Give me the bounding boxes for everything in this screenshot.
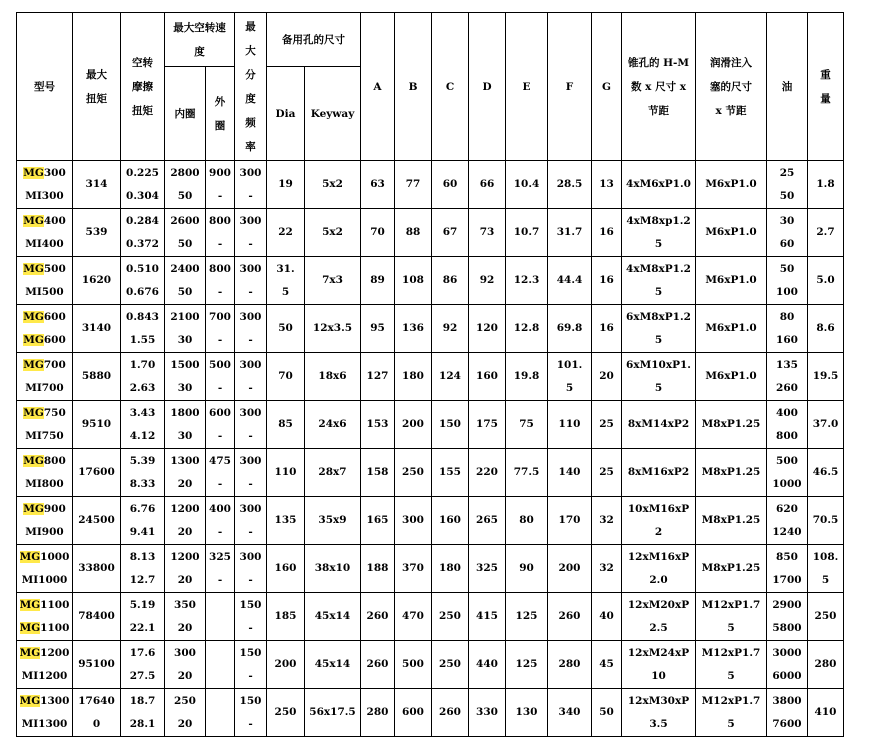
- model-cell: MG1100 MG1100: [17, 593, 73, 641]
- lube-plug-cell: M6xP1.0: [696, 161, 767, 209]
- table-body: [17, 161, 844, 737]
- inner-ring-speed-cell: 250 20: [165, 689, 206, 737]
- model-prefix-highlight: MG: [23, 406, 44, 419]
- A-cell: 260: [361, 593, 395, 641]
- weight-cell: 5.0: [808, 257, 844, 305]
- weight-cell: 1.8: [808, 161, 844, 209]
- table-row: [17, 209, 844, 257]
- max-torque-cell: 78400: [73, 593, 121, 641]
- header-outer-ring: 外 圈: [206, 67, 235, 161]
- G-cell: 16: [592, 209, 622, 257]
- outer-ring-speed-cell: [206, 641, 235, 689]
- idle-torque-cell: 18.7 28.1: [121, 689, 165, 737]
- inner-ring-speed-cell: 1200 20: [165, 545, 206, 593]
- model-cell: MG500 MI500: [17, 257, 73, 305]
- taper-hole-cell: 8xM16xP2: [622, 449, 696, 497]
- model-prefix-highlight: MG: [23, 333, 44, 346]
- G-cell: 32: [592, 545, 622, 593]
- dia-cell: 85: [267, 401, 305, 449]
- taper-hole-cell: 4xM8xP1.2 5: [622, 257, 696, 305]
- idle-torque-cell: 0.843 1.55: [121, 305, 165, 353]
- model-prefix-highlight: MG: [23, 454, 44, 467]
- C-cell: 180: [432, 545, 469, 593]
- header-dia: Dia: [267, 67, 305, 161]
- F-cell: 170: [548, 497, 592, 545]
- dia-cell: 22: [267, 209, 305, 257]
- header-taper-hole: 锥孔的 H-M 数 x 尺寸 x 节距: [622, 13, 696, 161]
- model-prefix-highlight: MG: [19, 646, 41, 659]
- max-torque-cell: 1620: [73, 257, 121, 305]
- D-cell: 175: [469, 401, 506, 449]
- taper-hole-cell: 8xM14xP2: [622, 401, 696, 449]
- B-cell: 180: [395, 353, 432, 401]
- D-cell: 330: [469, 689, 506, 737]
- idle-torque-cell: 6.76 9.41: [121, 497, 165, 545]
- A-cell: 165: [361, 497, 395, 545]
- index-freq-cell: 150 -: [235, 593, 267, 641]
- outer-ring-speed-cell: 400 -: [206, 497, 235, 545]
- model-cell: MG750 MI750: [17, 401, 73, 449]
- G-cell: 45: [592, 641, 622, 689]
- keyway-cell: 12x3.5: [305, 305, 361, 353]
- C-cell: 260: [432, 689, 469, 737]
- inner-ring-speed-cell: 2100 30: [165, 305, 206, 353]
- E-cell: 125: [506, 593, 548, 641]
- max-torque-cell: 3140: [73, 305, 121, 353]
- header-C: C: [432, 13, 469, 161]
- A-cell: 70: [361, 209, 395, 257]
- inner-ring-speed-cell: 1300 20: [165, 449, 206, 497]
- dia-cell: 250: [267, 689, 305, 737]
- model-prefix-highlight: MG: [23, 310, 44, 323]
- header-idle-torque: 空转 摩擦 扭矩: [121, 13, 165, 161]
- weight-cell: 108. 5: [808, 545, 844, 593]
- table-row: [17, 449, 844, 497]
- table-row: [17, 257, 844, 305]
- F-cell: 110: [548, 401, 592, 449]
- model-cell: MG300 MI300: [17, 161, 73, 209]
- inner-ring-speed-cell: 2600 50: [165, 209, 206, 257]
- oil-cell: 135 260: [767, 353, 808, 401]
- model-prefix-highlight: MG: [23, 214, 44, 227]
- header-oil: 油: [767, 13, 808, 161]
- F-cell: 44.4: [548, 257, 592, 305]
- keyway-cell: 5x2: [305, 209, 361, 257]
- lube-plug-cell: M12xP1.7 5: [696, 593, 767, 641]
- dia-cell: 135: [267, 497, 305, 545]
- max-torque-cell: 17600: [73, 449, 121, 497]
- idle-torque-cell: 17.6 27.5: [121, 641, 165, 689]
- table-row: [17, 593, 844, 641]
- table-row: [17, 353, 844, 401]
- model-cell: MG1000 MI1000: [17, 545, 73, 593]
- index-freq-cell: 150 -: [235, 641, 267, 689]
- model-cell: MG1300 MI1300: [17, 689, 73, 737]
- lube-plug-cell: M8xP1.25: [696, 497, 767, 545]
- dia-cell: 19: [267, 161, 305, 209]
- idle-torque-cell: 3.43 4.12: [121, 401, 165, 449]
- index-freq-cell: 300 -: [235, 209, 267, 257]
- B-cell: 500: [395, 641, 432, 689]
- header-max-torque: 最大 扭矩: [73, 13, 121, 161]
- weight-cell: 8.6: [808, 305, 844, 353]
- model-prefix-highlight: MG: [23, 502, 44, 515]
- lube-plug-cell: M6xP1.0: [696, 209, 767, 257]
- index-freq-cell: 300 -: [235, 497, 267, 545]
- outer-ring-speed-cell: 900 -: [206, 161, 235, 209]
- lube-plug-cell: M12xP1.7 5: [696, 641, 767, 689]
- inner-ring-speed-cell: 2400 50: [165, 257, 206, 305]
- A-cell: 280: [361, 689, 395, 737]
- table-row: [17, 497, 844, 545]
- keyway-cell: 45x14: [305, 641, 361, 689]
- keyway-cell: 56x17.5: [305, 689, 361, 737]
- oil-cell: 25 50: [767, 161, 808, 209]
- oil-cell: 400 800: [767, 401, 808, 449]
- header-D: D: [469, 13, 506, 161]
- B-cell: 136: [395, 305, 432, 353]
- idle-torque-cell: 1.70 2.63: [121, 353, 165, 401]
- C-cell: 250: [432, 593, 469, 641]
- C-cell: 92: [432, 305, 469, 353]
- E-cell: 80: [506, 497, 548, 545]
- keyway-cell: 5x2: [305, 161, 361, 209]
- max-torque-cell: 95100: [73, 641, 121, 689]
- F-cell: 101. 5: [548, 353, 592, 401]
- F-cell: 340: [548, 689, 592, 737]
- E-cell: 125: [506, 641, 548, 689]
- taper-hole-cell: 10xM16xP 2: [622, 497, 696, 545]
- model-prefix-highlight: MG: [19, 550, 41, 563]
- E-cell: 10.7: [506, 209, 548, 257]
- dia-cell: 31. 5: [267, 257, 305, 305]
- idle-torque-cell: 5.39 8.33: [121, 449, 165, 497]
- header-F: F: [548, 13, 592, 161]
- E-cell: 12.3: [506, 257, 548, 305]
- inner-ring-speed-cell: 1800 30: [165, 401, 206, 449]
- outer-ring-speed-cell: [206, 593, 235, 641]
- D-cell: 325: [469, 545, 506, 593]
- D-cell: 160: [469, 353, 506, 401]
- max-torque-cell: 17640 0: [73, 689, 121, 737]
- model-prefix-highlight: MG: [19, 694, 41, 707]
- oil-cell: 3800 7600: [767, 689, 808, 737]
- weight-cell: 280: [808, 641, 844, 689]
- B-cell: 370: [395, 545, 432, 593]
- max-torque-cell: 33800: [73, 545, 121, 593]
- idle-torque-cell: 8.13 12.7: [121, 545, 165, 593]
- idle-torque-cell: 5.19 22.1: [121, 593, 165, 641]
- index-freq-cell: 300 -: [235, 545, 267, 593]
- weight-cell: 19.5: [808, 353, 844, 401]
- E-cell: 90: [506, 545, 548, 593]
- G-cell: 16: [592, 257, 622, 305]
- A-cell: 63: [361, 161, 395, 209]
- taper-hole-cell: 6xM8xP1.2 5: [622, 305, 696, 353]
- B-cell: 77: [395, 161, 432, 209]
- dia-cell: 185: [267, 593, 305, 641]
- taper-hole-cell: 12xM20xP 2.5: [622, 593, 696, 641]
- model-prefix-highlight: MG: [19, 621, 41, 634]
- A-cell: 260: [361, 641, 395, 689]
- C-cell: 67: [432, 209, 469, 257]
- header-model: 型号: [17, 13, 73, 161]
- A-cell: 158: [361, 449, 395, 497]
- model-cell: MG400 MI400: [17, 209, 73, 257]
- G-cell: 50: [592, 689, 622, 737]
- taper-hole-cell: 12xM24xP 10: [622, 641, 696, 689]
- G-cell: 16: [592, 305, 622, 353]
- oil-cell: 50 100: [767, 257, 808, 305]
- header-weight: 重 量: [808, 13, 844, 161]
- max-torque-cell: 539: [73, 209, 121, 257]
- E-cell: 19.8: [506, 353, 548, 401]
- A-cell: 153: [361, 401, 395, 449]
- taper-hole-cell: 4xM8xp1.2 5: [622, 209, 696, 257]
- model-cell: MG700 MI700: [17, 353, 73, 401]
- dia-cell: 50: [267, 305, 305, 353]
- D-cell: 415: [469, 593, 506, 641]
- C-cell: 86: [432, 257, 469, 305]
- table-row: [17, 641, 844, 689]
- A-cell: 89: [361, 257, 395, 305]
- E-cell: 77.5: [506, 449, 548, 497]
- model-cell: MG1200 MI1200: [17, 641, 73, 689]
- B-cell: 600: [395, 689, 432, 737]
- header-max-idle-speed: 最大空转速 度: [165, 13, 235, 67]
- index-freq-cell: 300 -: [235, 353, 267, 401]
- inner-ring-speed-cell: 350 20: [165, 593, 206, 641]
- max-torque-cell: 9510: [73, 401, 121, 449]
- lube-plug-cell: M8xP1.25: [696, 545, 767, 593]
- dia-cell: 200: [267, 641, 305, 689]
- inner-ring-speed-cell: 1200 20: [165, 497, 206, 545]
- idle-torque-cell: 0.225 0.304: [121, 161, 165, 209]
- F-cell: 28.5: [548, 161, 592, 209]
- lube-plug-cell: M8xP1.25: [696, 401, 767, 449]
- inner-ring-speed-cell: 2800 50: [165, 161, 206, 209]
- taper-hole-cell: 12xM16xP 2.0: [622, 545, 696, 593]
- oil-cell: 850 1700: [767, 545, 808, 593]
- weight-cell: 250: [808, 593, 844, 641]
- header-A: A: [361, 13, 395, 161]
- D-cell: 220: [469, 449, 506, 497]
- taper-hole-cell: 4xM6xP1.0: [622, 161, 696, 209]
- E-cell: 75: [506, 401, 548, 449]
- dia-cell: 70: [267, 353, 305, 401]
- D-cell: 66: [469, 161, 506, 209]
- C-cell: 160: [432, 497, 469, 545]
- model-cell: MG800 MI800: [17, 449, 73, 497]
- model-cell: MG900 MI900: [17, 497, 73, 545]
- inner-ring-speed-cell: 1500 30: [165, 353, 206, 401]
- B-cell: 200: [395, 401, 432, 449]
- A-cell: 127: [361, 353, 395, 401]
- F-cell: 31.7: [548, 209, 592, 257]
- table-row: [17, 305, 844, 353]
- index-freq-cell: 300 -: [235, 257, 267, 305]
- outer-ring-speed-cell: 475 -: [206, 449, 235, 497]
- model-prefix-highlight: MG: [19, 598, 41, 611]
- table-row: [17, 689, 844, 737]
- dia-cell: 110: [267, 449, 305, 497]
- E-cell: 130: [506, 689, 548, 737]
- keyway-cell: 38x10: [305, 545, 361, 593]
- header-E: E: [506, 13, 548, 161]
- D-cell: 440: [469, 641, 506, 689]
- weight-cell: 46.5: [808, 449, 844, 497]
- oil-cell: 30 60: [767, 209, 808, 257]
- oil-cell: 2900 5800: [767, 593, 808, 641]
- E-cell: 12.8: [506, 305, 548, 353]
- G-cell: 32: [592, 497, 622, 545]
- F-cell: 280: [548, 641, 592, 689]
- D-cell: 73: [469, 209, 506, 257]
- B-cell: 108: [395, 257, 432, 305]
- F-cell: 260: [548, 593, 592, 641]
- oil-cell: 620 1240: [767, 497, 808, 545]
- keyway-cell: 35x9: [305, 497, 361, 545]
- lube-plug-cell: M6xP1.0: [696, 353, 767, 401]
- weight-cell: 410: [808, 689, 844, 737]
- oil-cell: 80 160: [767, 305, 808, 353]
- G-cell: 20: [592, 353, 622, 401]
- max-torque-cell: 24500: [73, 497, 121, 545]
- D-cell: 265: [469, 497, 506, 545]
- lube-plug-cell: M12xP1.7 5: [696, 689, 767, 737]
- F-cell: 140: [548, 449, 592, 497]
- B-cell: 300: [395, 497, 432, 545]
- model-prefix-highlight: MG: [23, 262, 44, 275]
- F-cell: 69.8: [548, 305, 592, 353]
- keyway-cell: 45x14: [305, 593, 361, 641]
- weight-cell: 2.7: [808, 209, 844, 257]
- header-max-index-freq: 最 大 分 度 频 率: [235, 13, 267, 161]
- C-cell: 124: [432, 353, 469, 401]
- E-cell: 10.4: [506, 161, 548, 209]
- lube-plug-cell: M6xP1.0: [696, 257, 767, 305]
- header-keyway: Keyway: [305, 67, 361, 161]
- weight-cell: 70.5: [808, 497, 844, 545]
- header-B: B: [395, 13, 432, 161]
- model-cell: MG600 MG600: [17, 305, 73, 353]
- table-row: [17, 161, 844, 209]
- weight-cell: 37.0: [808, 401, 844, 449]
- max-torque-cell: 314: [73, 161, 121, 209]
- outer-ring-speed-cell: 800 -: [206, 257, 235, 305]
- outer-ring-speed-cell: [206, 689, 235, 737]
- index-freq-cell: 300 -: [235, 401, 267, 449]
- A-cell: 188: [361, 545, 395, 593]
- G-cell: 13: [592, 161, 622, 209]
- idle-torque-cell: 0.510 0.676: [121, 257, 165, 305]
- C-cell: 60: [432, 161, 469, 209]
- max-torque-cell: 5880: [73, 353, 121, 401]
- oil-cell: 500 1000: [767, 449, 808, 497]
- outer-ring-speed-cell: 700 -: [206, 305, 235, 353]
- taper-hole-cell: 6xM10xP1. 5: [622, 353, 696, 401]
- B-cell: 470: [395, 593, 432, 641]
- keyway-cell: 28x7: [305, 449, 361, 497]
- D-cell: 120: [469, 305, 506, 353]
- index-freq-cell: 300 -: [235, 161, 267, 209]
- keyway-cell: 7x3: [305, 257, 361, 305]
- index-freq-cell: 300 -: [235, 305, 267, 353]
- spec-table: [16, 12, 844, 737]
- outer-ring-speed-cell: 500 -: [206, 353, 235, 401]
- header-G: G: [592, 13, 622, 161]
- C-cell: 150: [432, 401, 469, 449]
- C-cell: 250: [432, 641, 469, 689]
- index-freq-cell: 300 -: [235, 449, 267, 497]
- header-bore-size: 备用孔的尺寸: [267, 13, 361, 67]
- keyway-cell: 24x6: [305, 401, 361, 449]
- B-cell: 88: [395, 209, 432, 257]
- outer-ring-speed-cell: 600 -: [206, 401, 235, 449]
- model-prefix-highlight: MG: [23, 358, 44, 371]
- idle-torque-cell: 0.284 0.372: [121, 209, 165, 257]
- F-cell: 200: [548, 545, 592, 593]
- taper-hole-cell: 12xM30xP 3.5: [622, 689, 696, 737]
- index-freq-cell: 150 -: [235, 689, 267, 737]
- G-cell: 25: [592, 401, 622, 449]
- lube-plug-cell: M6xP1.0: [696, 305, 767, 353]
- G-cell: 40: [592, 593, 622, 641]
- outer-ring-speed-cell: 325 -: [206, 545, 235, 593]
- model-prefix-highlight: MG: [23, 166, 44, 179]
- lube-plug-cell: M8xP1.25: [696, 449, 767, 497]
- oil-cell: 3000 6000: [767, 641, 808, 689]
- G-cell: 25: [592, 449, 622, 497]
- B-cell: 250: [395, 449, 432, 497]
- dia-cell: 160: [267, 545, 305, 593]
- inner-ring-speed-cell: 300 20: [165, 641, 206, 689]
- C-cell: 155: [432, 449, 469, 497]
- header-lube-plug: 润滑注入 塞的尺寸 x 节距: [696, 13, 767, 161]
- outer-ring-speed-cell: 800 -: [206, 209, 235, 257]
- header-inner-ring: 内圈: [165, 67, 206, 161]
- D-cell: 92: [469, 257, 506, 305]
- table-row: [17, 545, 844, 593]
- table-row: [17, 401, 844, 449]
- keyway-cell: 18x6: [305, 353, 361, 401]
- A-cell: 95: [361, 305, 395, 353]
